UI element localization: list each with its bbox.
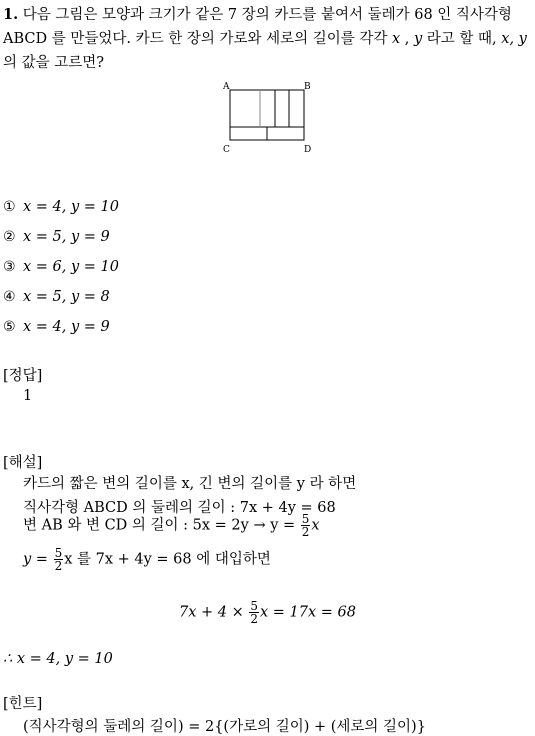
answer-header: [정답] [3, 368, 43, 384]
explanation-line-2: 직사각형 ABCD 의 둘레의 길이 : 7x + 4y = 68 [23, 500, 336, 516]
explanation-header: [해설] [3, 455, 43, 471]
fraction: $\frac{5}{2}$ [250, 599, 258, 626]
hint-text: (직사각형의 둘레의 길이) = 2{(가로의 길이) + (세로의 길이)} [23, 719, 426, 735]
fraction: $\frac{5}{2}$ [301, 512, 310, 539]
fraction: $\frac{5}{2}$ [54, 546, 63, 573]
explanation-line-3: 변 AB 와 변 CD 의 길이 : 5x = 2y → y = $\frac{5}{2}$ x [23, 512, 320, 539]
question-number: 1. [3, 6, 19, 23]
explanation-line-1: 카드의 짧은 변의 길이를 x, 긴 변의 길이를 y 라 하면 [23, 476, 357, 492]
label-d: D [304, 145, 312, 154]
label-a: A [223, 82, 230, 92]
explanation-conclusion: ∴ x = 4, y = 10 [3, 651, 113, 667]
card-rectangle-figure [222, 80, 316, 154]
option-3[interactable]: ③ x = 6, y = 10 [3, 259, 119, 275]
question-text: 1. 다음 그림은 모양과 크기가 같은 7 장의 카드를 붙여서 둘레가 68 인 직사각형 ABCD 를 만들었다. 카드 한 장의 가로와 세로의 길이를 각각 x , y 라고 할 때, x, y의 값을 고르면? [3, 6, 527, 71]
answer-value: 1 [23, 388, 33, 404]
option-5[interactable]: ⑤ x = 4, y = 9 [3, 319, 110, 335]
option-2[interactable]: ② x = 5, y = 9 [3, 229, 110, 245]
hint-header: [힌트] [3, 696, 43, 712]
explanation-equation: 7x + 4 × $\frac{5}{2}$ x = 17x = 68 [178, 599, 356, 626]
label-c: C [223, 145, 230, 154]
label-b: B [304, 82, 311, 92]
option-4[interactable]: ④ x = 5, y = 8 [3, 289, 110, 305]
explanation-line-4: y = $\frac{5}{2}$ x 를 7x + 4y = 68 에 대입하면 [23, 546, 271, 573]
option-1[interactable]: ① x = 4, y = 10 [3, 199, 119, 215]
